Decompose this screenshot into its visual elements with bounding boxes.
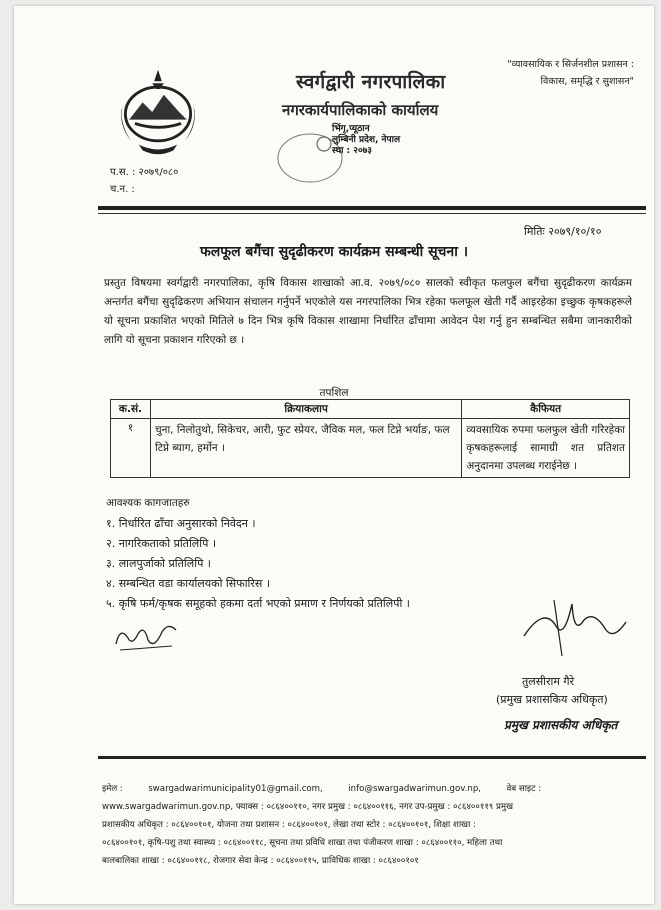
header-remarks: कैफियत xyxy=(462,400,630,419)
footer-row-3: प्रशासकीय अधिकृत : ०८६४००१०१, योजना तथा प्रशासन : ०८६४००१०१, लेखा तथा स्टोर : ०८६४००१०१, शिक्षा शाखा : xyxy=(102,820,476,830)
address-line-2: लुम्बिनी प्रदेश, नेपाल xyxy=(332,135,401,145)
motto-line-1: "व्यावसायिक र सिर्जनशील प्रशासन : xyxy=(507,59,634,70)
footer-row-1: इमेल : swargadwarimunicipality01@gmail.com, info@swargadwarimun.gov.np, वेब साइट : xyxy=(102,784,542,794)
motto-line-2: विकास, समृद्धि र सुशासन" xyxy=(540,76,634,87)
reference-numbers xyxy=(110,164,178,198)
notice-page xyxy=(14,6,654,904)
email-link-1[interactable]: swargadwarimunicipality01@gmail.com, xyxy=(148,784,323,794)
list-item: २. नागरिकताको प्रतिलिपि । xyxy=(106,537,217,550)
footer-row-5: बालबालिका शाखा : ०८६४००११८, रोजगार सेवा केन्द्र : ०८६४००११५, प्राविधिक शाखा : ०८६४००१०१ xyxy=(102,856,419,866)
website-label: वेब साइट : xyxy=(506,784,542,794)
email-link-2[interactable]: info@swargadwarimun.gov.np, xyxy=(348,784,481,794)
nepal-emblem-icon xyxy=(110,64,206,160)
office-subtitle: नगरकार्यपालिकाको कार्यालय xyxy=(282,101,439,119)
header-activity: क्रियाकलाप xyxy=(150,400,461,419)
documents-list xyxy=(106,514,410,614)
cell-activity: चुना, निलोतुथो, सिकेचर, आरी, फुट स्प्रेयर, जैविक मल, फल टिप्ने भर्याङ, फल टिप्ने ब्याग, हर्मोन । xyxy=(150,419,461,478)
footer-divider xyxy=(98,756,646,759)
signer-role: (प्रमुख प्रशासकिय अधिकृत) xyxy=(496,693,608,706)
header-sn: क.सं. xyxy=(111,400,151,419)
table-header-row xyxy=(111,400,630,419)
role-stamp: प्रमुख प्रशासकीय अधिकृत xyxy=(504,718,618,732)
officer-signature-icon xyxy=(514,596,634,658)
patra-sankhya: प.स. : २०७९/०८० xyxy=(110,167,179,178)
cell-remarks: व्यवसायिक रुपमा फलफुल खेती गरिरहेका कृषकहरूलाई सामाग्री शत प्रतिशत अनुदानमा उपलब्ध गराईनेछ । xyxy=(462,419,630,478)
list-item: ४. सम्बन्धित वडा कार्यालयको सिफारिस । xyxy=(106,577,271,590)
list-item: ३. लालपुर्जाको प्रतिलिपि । xyxy=(106,557,211,570)
signer-name: तुलसीराम गैरे xyxy=(522,675,575,688)
footer-row-4: ०८६४००१०१, कृषि-पशु तथा स्वास्थ्य : ०८६४००११८, सूचना तथा प्रविधि शाखा तथा पंजीकरण शाखा : ०८६४००११०, महिला तथा xyxy=(102,838,503,848)
contact-footer xyxy=(102,780,636,870)
footer-contacts-2: फ्याक्स : ०८६४००११०, नगर प्रमुख : ०८६४००११६, नगर उप-प्रमुख : ०८६४००११९ प्रमुख xyxy=(235,802,514,812)
header-divider-thin xyxy=(98,213,646,214)
notice-date: मितिः २०७९/१०/१० xyxy=(524,225,602,238)
initial-signature-icon xyxy=(110,616,182,656)
cell-sn: १ xyxy=(111,419,151,478)
office-address xyxy=(332,124,400,157)
footer-row-2 xyxy=(102,798,636,816)
municipality-title: स्वर्गद्वारी नगरपालिका xyxy=(296,71,446,93)
website-link[interactable]: www.swargadwarimun.gov.np, xyxy=(102,802,234,812)
table-caption: तपशिल xyxy=(319,387,349,399)
table-row xyxy=(111,419,630,478)
activities-table xyxy=(110,399,630,478)
email-label: इमेल xyxy=(102,784,118,794)
list-item: ५. कृषि फर्म/कृषक समूहको हकमा दर्ता भएको प्रमाण र निर्णयको प्रतिलिपी । xyxy=(106,597,410,610)
list-item: १. निर्धारित ढाँचा अनुसारको निवेदन । xyxy=(106,517,256,530)
chalani-number: च.न. : xyxy=(110,184,135,195)
motto xyxy=(484,56,634,90)
documents-heading: आवश्यक कागजातहरु xyxy=(106,497,190,509)
notice-body: प्रस्तुत विषयमा स्वर्गद्वारी नगरपालिका, कृषि विकास शाखाको आ.व. २०७९/०८० सालको स्वीकृत फलफुल बगैंचा सुदृढीकरण कार्यक्रम अन्तर्गत बगैंचा सुदृढिकरण अभियान संचालन गर्नुपर्ने भएकोले यस नगरपालिका भित्र रहेका फलफूल खेती गर्दै आइरहेका इच्छुक कृषकहरूले यो सूचना प्रकाशित भएको मितिले ७ दिन भित्र कृषि विकास शाखामा निर्धारित ढाँचामा आवेदन पेश गर्नु हुन सम्बन्धित सबैमा जानकारीको लागि यो सूचना प्रकाशन गरिएको छ । xyxy=(104,277,632,346)
header-divider xyxy=(98,206,646,210)
address-line-3: स्था : २०७३ xyxy=(332,146,372,156)
notice-title: फलफूल बगैंचा सुदृढीकरण कार्यक्रम सम्बन्धी सूचना । xyxy=(199,244,468,260)
address-line-1: भिंगृ,प्यूठान xyxy=(332,124,370,134)
